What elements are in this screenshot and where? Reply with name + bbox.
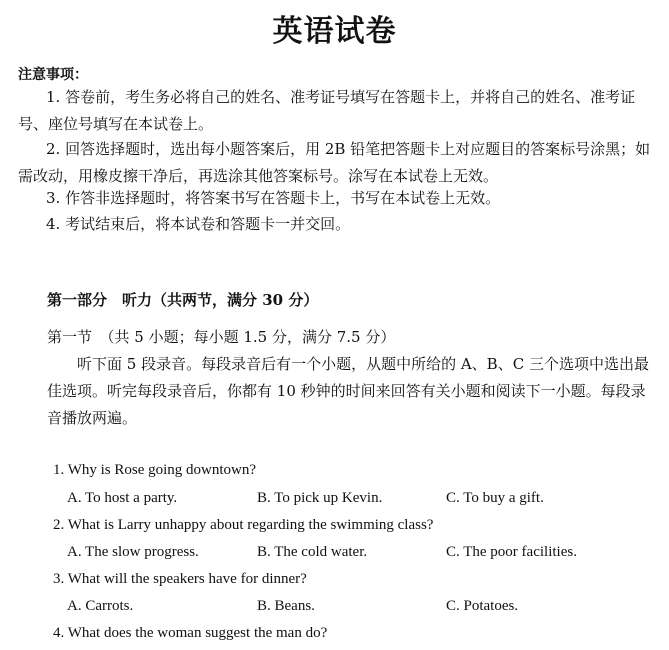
exam-title: 英语试卷 xyxy=(272,14,397,49)
notice-item-2: 2. 回答选择题时，选出每小题答案后，用 2B 铅笔把答题卡上对应题目的答案标号涂黑；如需改动，用橡皮擦干净后，再选涂其他答案标号。涂写在本试卷上无效。 xyxy=(18,140,651,185)
section1-instructions: 听下面 5 段录音。每段录音后有一个小题，从题中所给的 A、B、C 三个选项中选出最佳选项。听完每段录音后，你都有 10 秒钟的时间来回答有关小题和阅读下一小题。每段录音播放两遍。 xyxy=(47,355,649,427)
question-3-option-a: A. Carrots. xyxy=(67,598,134,614)
notice-item-3: 3. 作答非选择题时，将答案书写在答题卡上，书写在本试卷上无效。 xyxy=(46,189,501,207)
section1-title: 第一节 （共 5 小题；每小题 1.5 分，满分 7.5 分） xyxy=(47,328,396,346)
question-1-option-c: C. To buy a gift. xyxy=(446,490,544,506)
question-1-option-a: A. To host a party. xyxy=(67,490,178,506)
question-3-option-b: B. Beans. xyxy=(257,598,315,614)
question-1-option-b: B. To pick up Kevin. xyxy=(257,490,383,506)
part1-title: 第一部分 听力（共两节，满分 30 分） xyxy=(47,291,319,309)
question-2-option-b: B. The cold water. xyxy=(257,544,368,560)
question-4-stem: 4. What does the woman suggest the man do? xyxy=(53,625,328,641)
question-3-option-c: C. Potatoes. xyxy=(446,598,519,614)
notice-label: 注意事项： xyxy=(18,67,88,83)
question-2-option-a: A. The slow progress. xyxy=(67,544,199,560)
notice-item-4: 4. 考试结束后，将本试卷和答题卡一并交回。 xyxy=(46,215,351,233)
question-3-stem: 3. What will the speakers have for dinner? xyxy=(53,571,307,587)
question-2-stem: 2. What is Larry unhappy about regarding the swimming class? xyxy=(53,517,434,533)
question-1-stem: 1. Why is Rose going downtown? xyxy=(53,462,257,478)
notice-item-1: 1. 答卷前，考生务必将自己的姓名、准考证号填写在答题卡上，并将自己的姓名、准考证号、座位号填写在本试卷上。 xyxy=(18,88,636,133)
question-2-option-c: C. The poor facilities. xyxy=(446,544,577,560)
